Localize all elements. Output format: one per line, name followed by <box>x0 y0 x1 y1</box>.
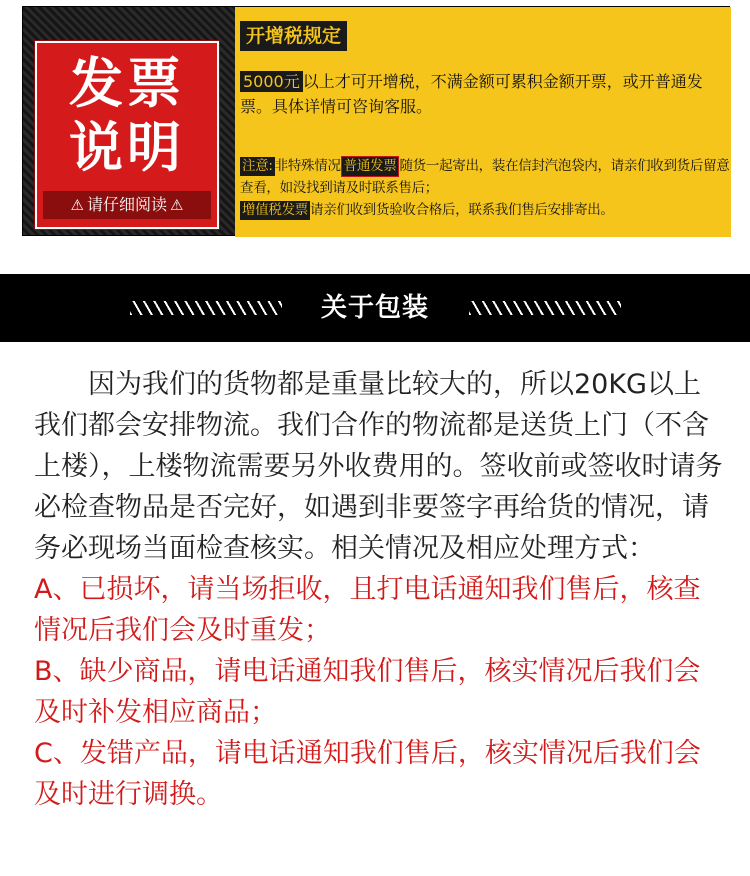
handling-item-b: B、缺少商品，请电话通知我们售后，核实情况后我们会及时补发相应商品； <box>34 656 701 728</box>
handling-item-a: A、已损坏，请当场拒收，且打电话通知我们售后，核查情况后我们会及时重发； <box>34 574 701 646</box>
slash-decoration-right <box>469 301 621 315</box>
warning-triangle-icon: ⚠ <box>70 196 84 214</box>
vat-rules-panel <box>235 7 731 237</box>
section-title: 关于包装 <box>320 293 429 323</box>
stamp-title-line2: 说明 <box>69 115 185 179</box>
warning-triangle-icon: ⚠ <box>170 196 184 214</box>
handling-item-c: C、发错产品，请电话通知我们售后，核实情况后我们会及时进行调换。 <box>34 738 701 810</box>
stamp-panel <box>23 7 235 237</box>
note-text-a: 非特殊情况 <box>274 158 341 174</box>
amount-tag: 5000元 <box>240 71 303 92</box>
vat-rules-title: 开增税规定 <box>240 21 347 51</box>
vat-invoice-text: 请亲们收到货验收合格后，联系我们售后安排寄出。 <box>310 202 614 218</box>
vat-threshold-text <box>240 69 724 119</box>
packaging-section-header <box>0 274 750 342</box>
read-notice-label: 请仔细阅读 <box>86 195 167 214</box>
note-text-b: 随货一起寄出，装在信封汽泡袋内，请亲们收到货后留意查看，如没找到请及时联系售后； <box>240 158 730 196</box>
read-notice <box>43 191 211 219</box>
normal-invoice-tag: 普通发票 <box>341 156 400 177</box>
vat-threshold-body: 以上才可开增税，不满金额可累积金额开票，或开普通发票。具体详情可咨询客服。 <box>240 72 703 116</box>
stamp-title-line1: 发票 <box>69 51 185 115</box>
packaging-description <box>34 364 724 815</box>
invoice-banner <box>22 6 730 236</box>
invoice-note-text <box>240 155 730 221</box>
intro-paragraph: 因为我们的货物都是重量比较大的，所以20KG以上我们都会安排物流。我们合作的物流都是送货上门（不含上楼），上楼物流需要另外收费用的。签收前或签收时请务必检查物品是否完好，如遇到非要签字再给货的情况，请务必现场当面检查核实。相关情况及相应处理方式： <box>34 369 723 564</box>
note-tag: 注意: <box>242 158 273 174</box>
vat-invoice-tag: 增值税发票 <box>242 202 308 218</box>
invoice-stamp <box>35 41 219 229</box>
